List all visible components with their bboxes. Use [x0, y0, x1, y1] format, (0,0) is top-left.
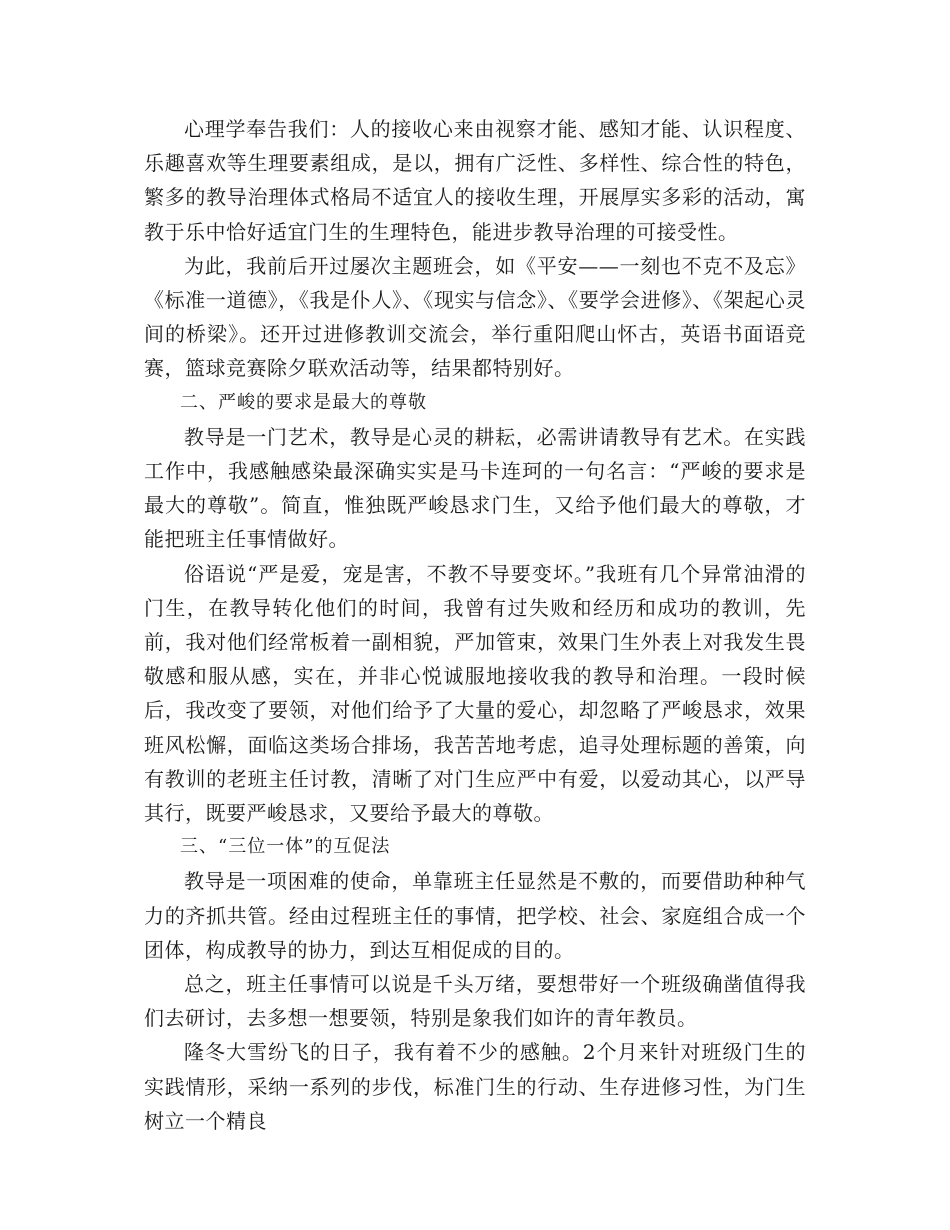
- paragraph: 为此，我前后开过屡次主题班会，如《平安——一刻也不克不及忘》《标准一道德》，《我是仆人》、《现实与信念》、《要学会进修》、《架起心灵间的桥梁》。还开过进修教训交流会，举行重阳爬山怀古，英语书面语竞赛，篮球竞赛除夕联欢活动等，结果都特别好。: [144, 253, 806, 381]
- paragraph: 总之，班主任事情可以说是千头万绪，要想带好一个班级确凿值得我们去研讨，去多想一想要领，特别是象我们如许的青年教员。: [144, 972, 806, 1031]
- section-heading: 二、严峻的要求是最大的尊敬: [180, 391, 427, 413]
- document-page: [144, 112, 806, 1138]
- paragraph: 心理学奉告我们：人的接收心来由视察才能、感知才能、认识程度、乐趣喜欢等生理要素组成，是以，拥有广泛性、多样性、综合性的特色，繁多的教导治理体式格局不适宜人的接收生理，开展厚实多彩的活动，寓教于乐中恰好适宜门生的生理特色，能进步教导治理的可接受性。: [144, 117, 806, 244]
- paragraph: 教导是一项困难的使命，单靠班主任显然是不敷的，而要借助种种气力的齐抓共管。经由过程班主任的事情，把学校、社会、家庭组合成一个团体，构成教导的协力，到达互相促成的目的。: [144, 869, 806, 962]
- paragraph: 隆冬大雪纷飞的日子，我有着不少的感触。2个月来针对班级门生的实践情形，采纳一系列的步伐，标准门生的行动、生存进修习性，为门生树立一个精良: [144, 1040, 806, 1133]
- paragraph: 俗语说“严是爱，宠是害，不教不导要变坏。”我班有几个异常油滑的门生，在教导转化他们的时间，我曾有过失败和经历和成功的教训，先前，我对他们经常板着一副相貌，严加管束，效果门生外表上对我发生畏敬感和服从感，实在，并非心悦诚服地接收我的教导和治理。一段时候后，我改变了要领，对他们给予了大量的爱心，却忽略了严峻恳求，效果班风松懈，面临这类场合排场，我苦苦地考虑，追寻处理标题的善策，向有教训的老班主任讨教，清晰了对门生应严中有爱，以爱动其心，以严导其行，既要严峻恳求，又要给予最大的尊敬。: [144, 561, 806, 826]
- section-heading: 三、“三位一体”的互促法: [180, 836, 391, 858]
- paragraph: 教导是一门艺术，教导是心灵的耕耘，必需讲请教导有艺术。在实践工作中，我感触感染最深确实实是马卡连珂的一句名言：“严峻的要求是最大的尊敬”。简直，惟独既严峻恳求门生，又给予他们最大的尊敬，才能把班主任事情做好。: [144, 424, 806, 552]
